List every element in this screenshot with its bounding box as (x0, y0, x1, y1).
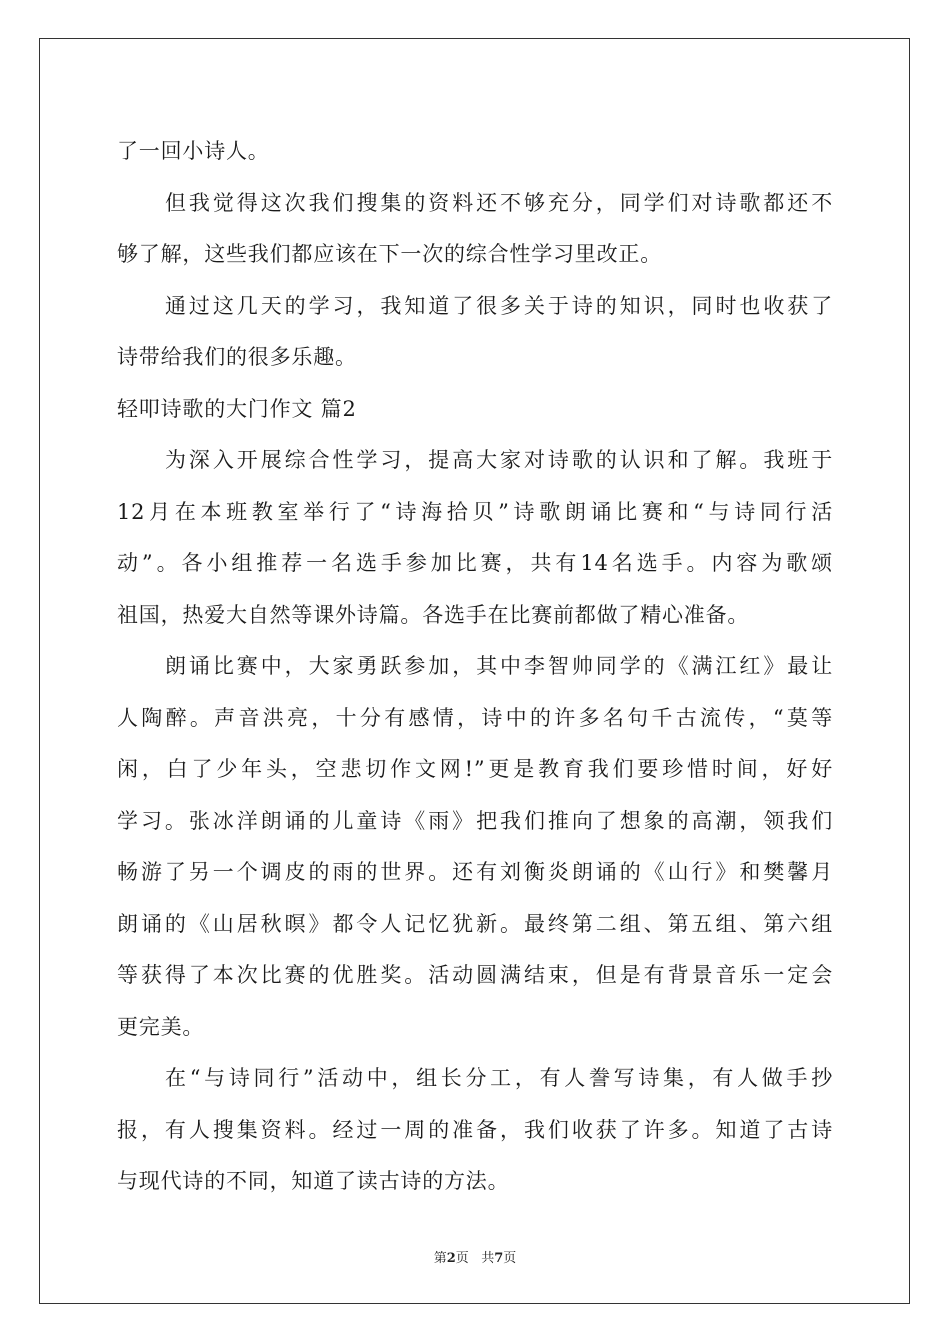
text-line: 朗诵的《山居秋暝》都令人记忆犹新。最终第二组、第五组、第六组 (117, 911, 833, 936)
text-line: 学习。张冰洋朗诵的儿童诗《雨》把我们推向了想象的高潮，领我们 (117, 808, 833, 833)
text-line: 等获得了本次比赛的优胜奖。活动圆满结束，但是有背景音乐一定会 (117, 963, 833, 987)
paragraph (117, 281, 833, 384)
text-line: 12月在本班教室举行了“诗海拾贝”诗歌朗诵比赛和“与诗同行活 (117, 499, 833, 524)
page-suffix: 页 (455, 1251, 469, 1266)
text-line: 动”。各小组推荐一名选手参加比赛，共有14名选手。内容为歌颂 (117, 551, 833, 575)
text-line: 在“与诗同行”活动中，组长分工，有人誊写诗集，有人做手抄 (165, 1066, 833, 1090)
page-prefix: 第 (433, 1251, 447, 1266)
text-line: 为深入开展综合性学习，提高大家对诗歌的认识和了解。我班于 (165, 448, 833, 472)
page-footer (0, 1247, 950, 1266)
page-number: 2 (446, 1251, 456, 1266)
text-line: 够了解，这些我们都应该在下一次的综合性学习里改正。 (117, 242, 662, 266)
paragraph (117, 126, 833, 178)
text-line: 诗带给我们的很多乐趣。 (117, 345, 357, 369)
section-heading (117, 384, 833, 436)
total-suffix: 页 (503, 1251, 517, 1266)
document-body (117, 126, 833, 1208)
text-line: 与现代诗的不同，知道了读古诗的方法。 (117, 1169, 510, 1193)
paragraph (117, 641, 833, 1053)
text-line: 人陶醉。声音洪亮，十分有感情，诗中的许多名句千古流传，“莫等 (117, 705, 833, 730)
text-line: 朗诵比赛中，大家勇跃参加，其中李智帅同学的《满江红》最让 (165, 654, 833, 678)
text-line: 更完美。 (117, 1014, 205, 1039)
total-prefix: 共 (481, 1251, 495, 1266)
paragraph (117, 1053, 833, 1208)
text-line: 但我觉得这次我们搜集的资料还不够充分，同学们对诗歌都还不 (165, 190, 833, 215)
text-line: 畅游了另一个调皮的雨的世界。还有刘衡炎朗诵的《山行》和樊馨月 (117, 860, 833, 884)
total-pages: 7 (494, 1251, 504, 1266)
text-line: 了一回小诗人。 (117, 139, 270, 163)
text-line: 祖国，热爱大自然等课外诗篇。各选手在比赛前都做了精心准备。 (117, 602, 750, 627)
text-line: 通过这几天的学习，我知道了很多关于诗的知识，同时也收获了 (165, 293, 833, 318)
text-line: 报，有人搜集资料。经过一周的准备，我们收获了许多。知道了古诗 (117, 1117, 833, 1142)
paragraph (117, 178, 833, 281)
text-line: 闲，白了少年头，空悲切作文网!”更是教育我们要珍惜时间，好好 (117, 757, 833, 781)
paragraph (117, 435, 833, 641)
text-line: 轻叩诗歌的大门作文 篇2 (117, 396, 357, 421)
